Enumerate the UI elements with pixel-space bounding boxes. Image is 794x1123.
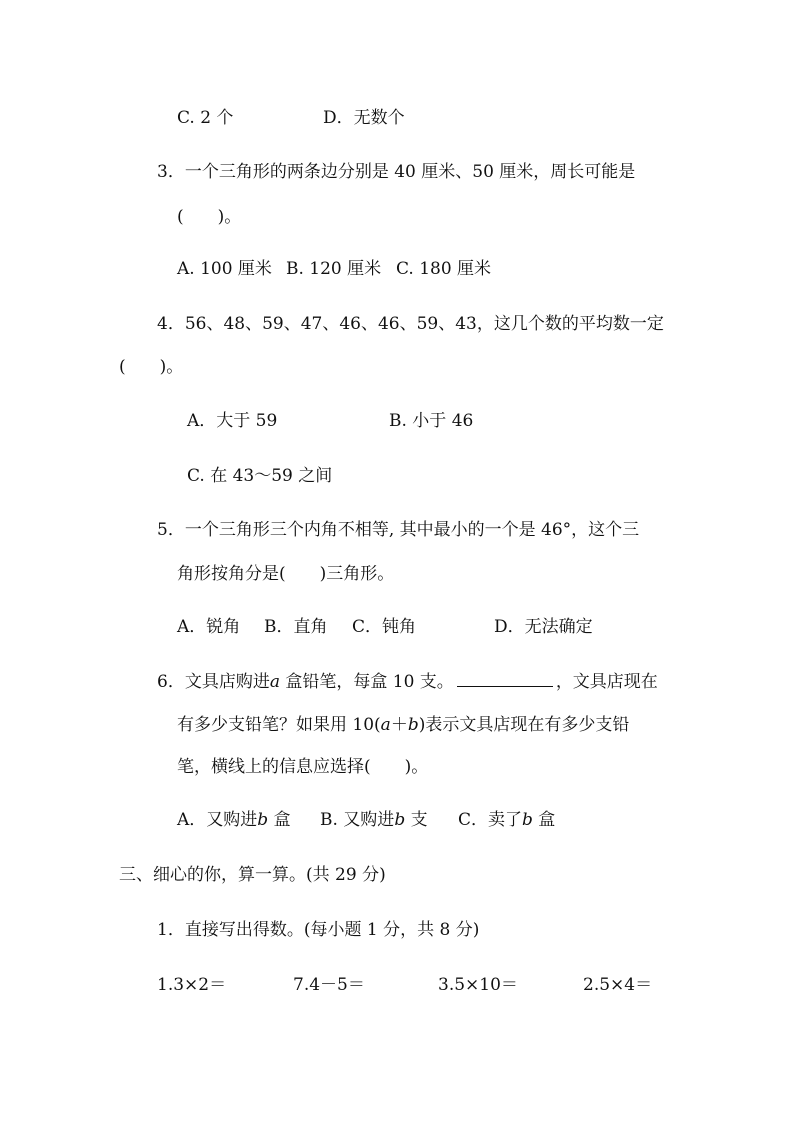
q6-var-b: b	[407, 715, 419, 735]
q6-option-c	[458, 808, 555, 832]
q5-option-b: B．直角	[264, 617, 328, 637]
q3-stem-line2: ( )。	[177, 207, 242, 227]
q6-plus: ＋	[390, 715, 408, 735]
q6-text: 盒铅笔，每盒 10 支。	[279, 672, 454, 692]
q4-stem-line2: ( )。	[119, 357, 184, 377]
q2-option-c: C. 2 个	[177, 108, 234, 128]
q5-option-c: C．钝角	[352, 617, 417, 637]
q6-text: ，文具店现在	[555, 672, 658, 692]
q4-option-c: C. 在 43～59 之间	[187, 466, 333, 486]
q5-stem-line2: 角形按角分是( )三角形。	[177, 564, 395, 584]
q5-option-a: A．锐角	[177, 617, 241, 637]
q6-text: 有多少支铅笔？如果用 10(	[177, 715, 381, 735]
q3-option-a: A. 100 厘米	[177, 259, 272, 279]
q6-text: A．又购进	[177, 810, 258, 830]
section3-heading: 三、细心的你，算一算。(共 29 分)	[119, 865, 386, 885]
q6-stem-line2	[177, 713, 629, 737]
q6-option-b	[320, 808, 428, 832]
q5-option-d: D．无法确定	[494, 617, 593, 637]
q6-text: 支	[405, 810, 428, 830]
section3-sub1: 1．直接写出得数。(每小题 1 分，共 8 分)	[157, 920, 480, 940]
q3-option-c: C. 180 厘米	[396, 259, 492, 279]
q6-text: 6．文具店购进	[157, 672, 270, 692]
q6-text: C．卖了	[458, 810, 523, 830]
calc-item-4: 2.5×4＝	[583, 975, 653, 995]
q4-option-a: A．大于 59	[187, 411, 278, 431]
q2-option-d: D．无数个	[323, 108, 405, 128]
calc-item-2: 7.4－5＝	[293, 975, 365, 995]
calc-item-3: 3.5×10＝	[438, 975, 518, 995]
q6-var-a: a	[380, 715, 391, 735]
q6-var-b: b	[394, 810, 406, 830]
q6-var-b: b	[257, 810, 269, 830]
q6-text: 盒	[532, 810, 556, 830]
q6-text: B. 又购进	[320, 810, 395, 830]
answer-blank-line	[457, 672, 553, 687]
q4-stem-line1: 4．56、48、59、47、46、46、59、43，这几个数的平均数一定	[157, 314, 664, 334]
calc-item-1: 1.3×2＝	[157, 975, 227, 995]
q6-stem-line3: 笔，横线上的信息应选择( )。	[177, 757, 429, 777]
q3-option-b: B. 120 厘米	[286, 259, 382, 279]
q6-stem-line1	[157, 670, 658, 694]
q6-option-a	[177, 808, 291, 832]
q6-text: )表示文具店现在有多少支铅	[418, 715, 630, 735]
q5-stem-line1: 5．一个三角形三个内角不相等, 其中最小的一个是 46°，这个三	[157, 520, 640, 540]
q6-text: 盒	[268, 810, 291, 830]
q4-option-b: B. 小于 46	[389, 411, 474, 431]
q6-var-b: b	[522, 810, 533, 830]
q3-stem-line1: 3．一个三角形的两条边分别是 40 厘米、50 厘米，周长可能是	[157, 162, 636, 182]
q6-var-a: a	[269, 672, 280, 692]
